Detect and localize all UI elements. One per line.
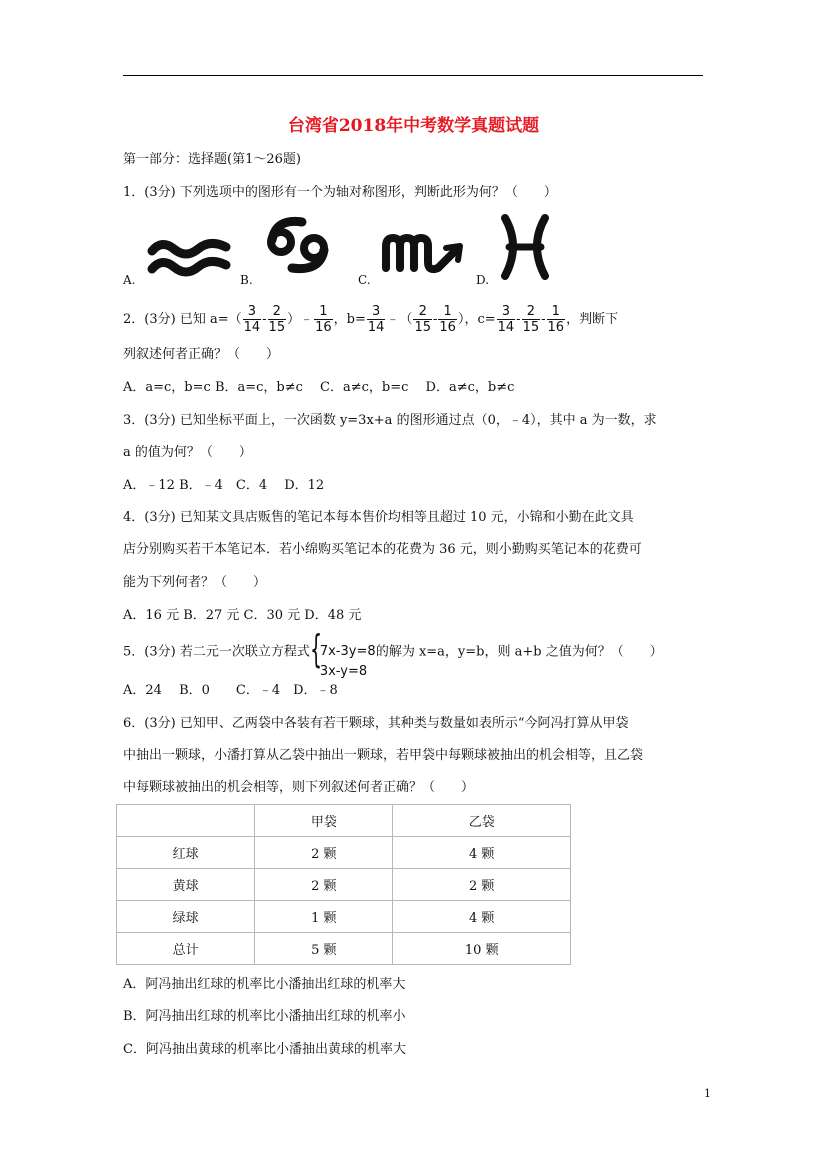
table-cell: 1 颗 [255,901,393,933]
table-row [117,869,571,901]
table-header-cell: 乙袋 [393,805,571,837]
table-row [117,901,571,933]
table-cell: 黄球 [117,869,255,901]
fraction: $\frac{3}{14}$ [367,304,385,335]
table-row [117,837,571,869]
q1-option-c-label: C. [358,273,371,287]
table-cell: 总计 [117,933,255,965]
table-header-cell [117,805,255,837]
header-rule [123,75,703,76]
table-cell: 2 颗 [255,837,393,869]
table-header-cell: 甲袋 [255,805,393,837]
q6-stem-line1: 6．(3分) 已知甲、乙两袋中各装有若干颗球，其种类与数量如表所示“今阿冯打算从甲袋 [123,716,629,731]
q1-stem: 1．(3分) 下列选项中的图形有一个为轴对称图形，判断此形为何？（ ） [123,185,557,200]
q5-stem: 5．(3分) 若二元一次联立方程式 { 7x-3y=8 3x-y=8 的解为 x=a，y=b，则 a+b 之值为何？（ ） [123,627,663,679]
q4-stem-line2: 店分别购买若干本笔记本．若小绵购买笔记本的花费为 36 元，则小勤购买笔记本的花费可 [123,542,642,557]
fraction: $\frac{2}{15}$ [268,304,286,335]
q3-stem-line1: 3．(3分) 已知坐标平面上，一次函数 y=3x+a 的图形通过点（0，﹣4），其中 a 为一数，求 [123,413,657,428]
q6-option-b: B．阿冯抽出红球的机率比小潘抽出红球的机率小 [123,1009,406,1024]
q3-options: A．﹣12 B．﹣4 C．4 D．12 [123,478,325,493]
page-title: 台湾省2018年中考数学真题试题 [287,116,540,136]
table-cell: 10 颗 [393,933,571,965]
aquarius-symbol-icon [146,233,232,279]
table-cell: 4 颗 [393,901,571,933]
page-number: 1 [704,1087,711,1100]
fraction: $\frac{2}{15}$ [414,304,431,335]
q1-option-b-label: B. [240,273,253,287]
q6-stem-line3: 中每颗球被抽出的机会相等，则下列叙述何者正确？（ ） [123,780,475,795]
fraction: $\frac{3}{14}$ [243,304,261,335]
table-cell: 4 颗 [393,837,571,869]
q6-stem-line2: 中抽出一颗球，小潘打算从乙袋中抽出一颗球，若甲袋中每颗球被抽出的机会相等，且乙袋 [123,748,644,763]
table-cell: 2 颗 [393,869,571,901]
scorpio-symbol-icon [380,228,470,280]
section-heading: 第一部分：选择题(第1～26题) [123,152,301,167]
q6-option-a: A．阿冯抽出红球的机率比小潘抽出红球的机率大 [123,977,406,992]
q2-stem-line1: 2．(3分) 已知 a=（ $\frac{3}{14}$ - $\frac{2}{15}$ ）﹣ $\frac{1}{16}$ ，b= $\frac{3}{14}$ ﹣（ $\frac{2}{15}$ - $\frac{1}{16}$ ），c= $\frac{3}{14}$ - $\frac{2}{15}$ - $\frac{1}{16}$ ，判断下 [123,304,619,335]
q2-options: A．a=c，b=c B．a=c，b≠c C．a≠c，b=c D．a≠c，b≠c [123,380,515,395]
equation-system: { 7x-3y=8 3x-y=8 [309,627,376,679]
q6-option-c: C．阿冯抽出黄球的机率比小潘抽出黄球的机率大 [123,1042,406,1057]
q6-table [116,804,571,965]
table-row [117,933,571,965]
q4-stem-line3: 能为下列何者？（ ） [123,575,267,590]
q4-options: A．16 元 B．27 元 C．30 元 D．48 元 [123,608,362,623]
table-cell: 红球 [117,837,255,869]
cancer-symbol-icon [262,212,334,278]
table-cell: 绿球 [117,901,255,933]
table-cell: 2 颗 [255,869,393,901]
fraction: $\frac{1}{16}$ [547,304,565,335]
pisces-symbol-icon [497,212,553,282]
table-header-row [117,805,571,837]
q5-options: A．24 B．0 C．﹣4 D．﹣8 [123,683,338,698]
q1-option-d-label: D. [476,273,490,287]
q3-stem-line2: a 的值为何？（ ） [123,445,252,460]
fraction: $\frac{3}{14}$ [497,304,515,335]
fraction: $\frac{1}{16}$ [315,304,332,335]
table-cell: 5 颗 [255,933,393,965]
q2-stem-line2: 列叙述何者正确？（ ） [123,347,280,362]
fraction: $\frac{1}{16}$ [439,304,456,335]
fraction: $\frac{2}{15}$ [522,304,540,335]
q4-stem-line1: 4．(3分) 已知某文具店贩售的笔记本每本售价均相等且超过 10 元，小锦和小勤在此文具 [123,510,634,525]
q1-option-a-label: A. [123,273,136,287]
